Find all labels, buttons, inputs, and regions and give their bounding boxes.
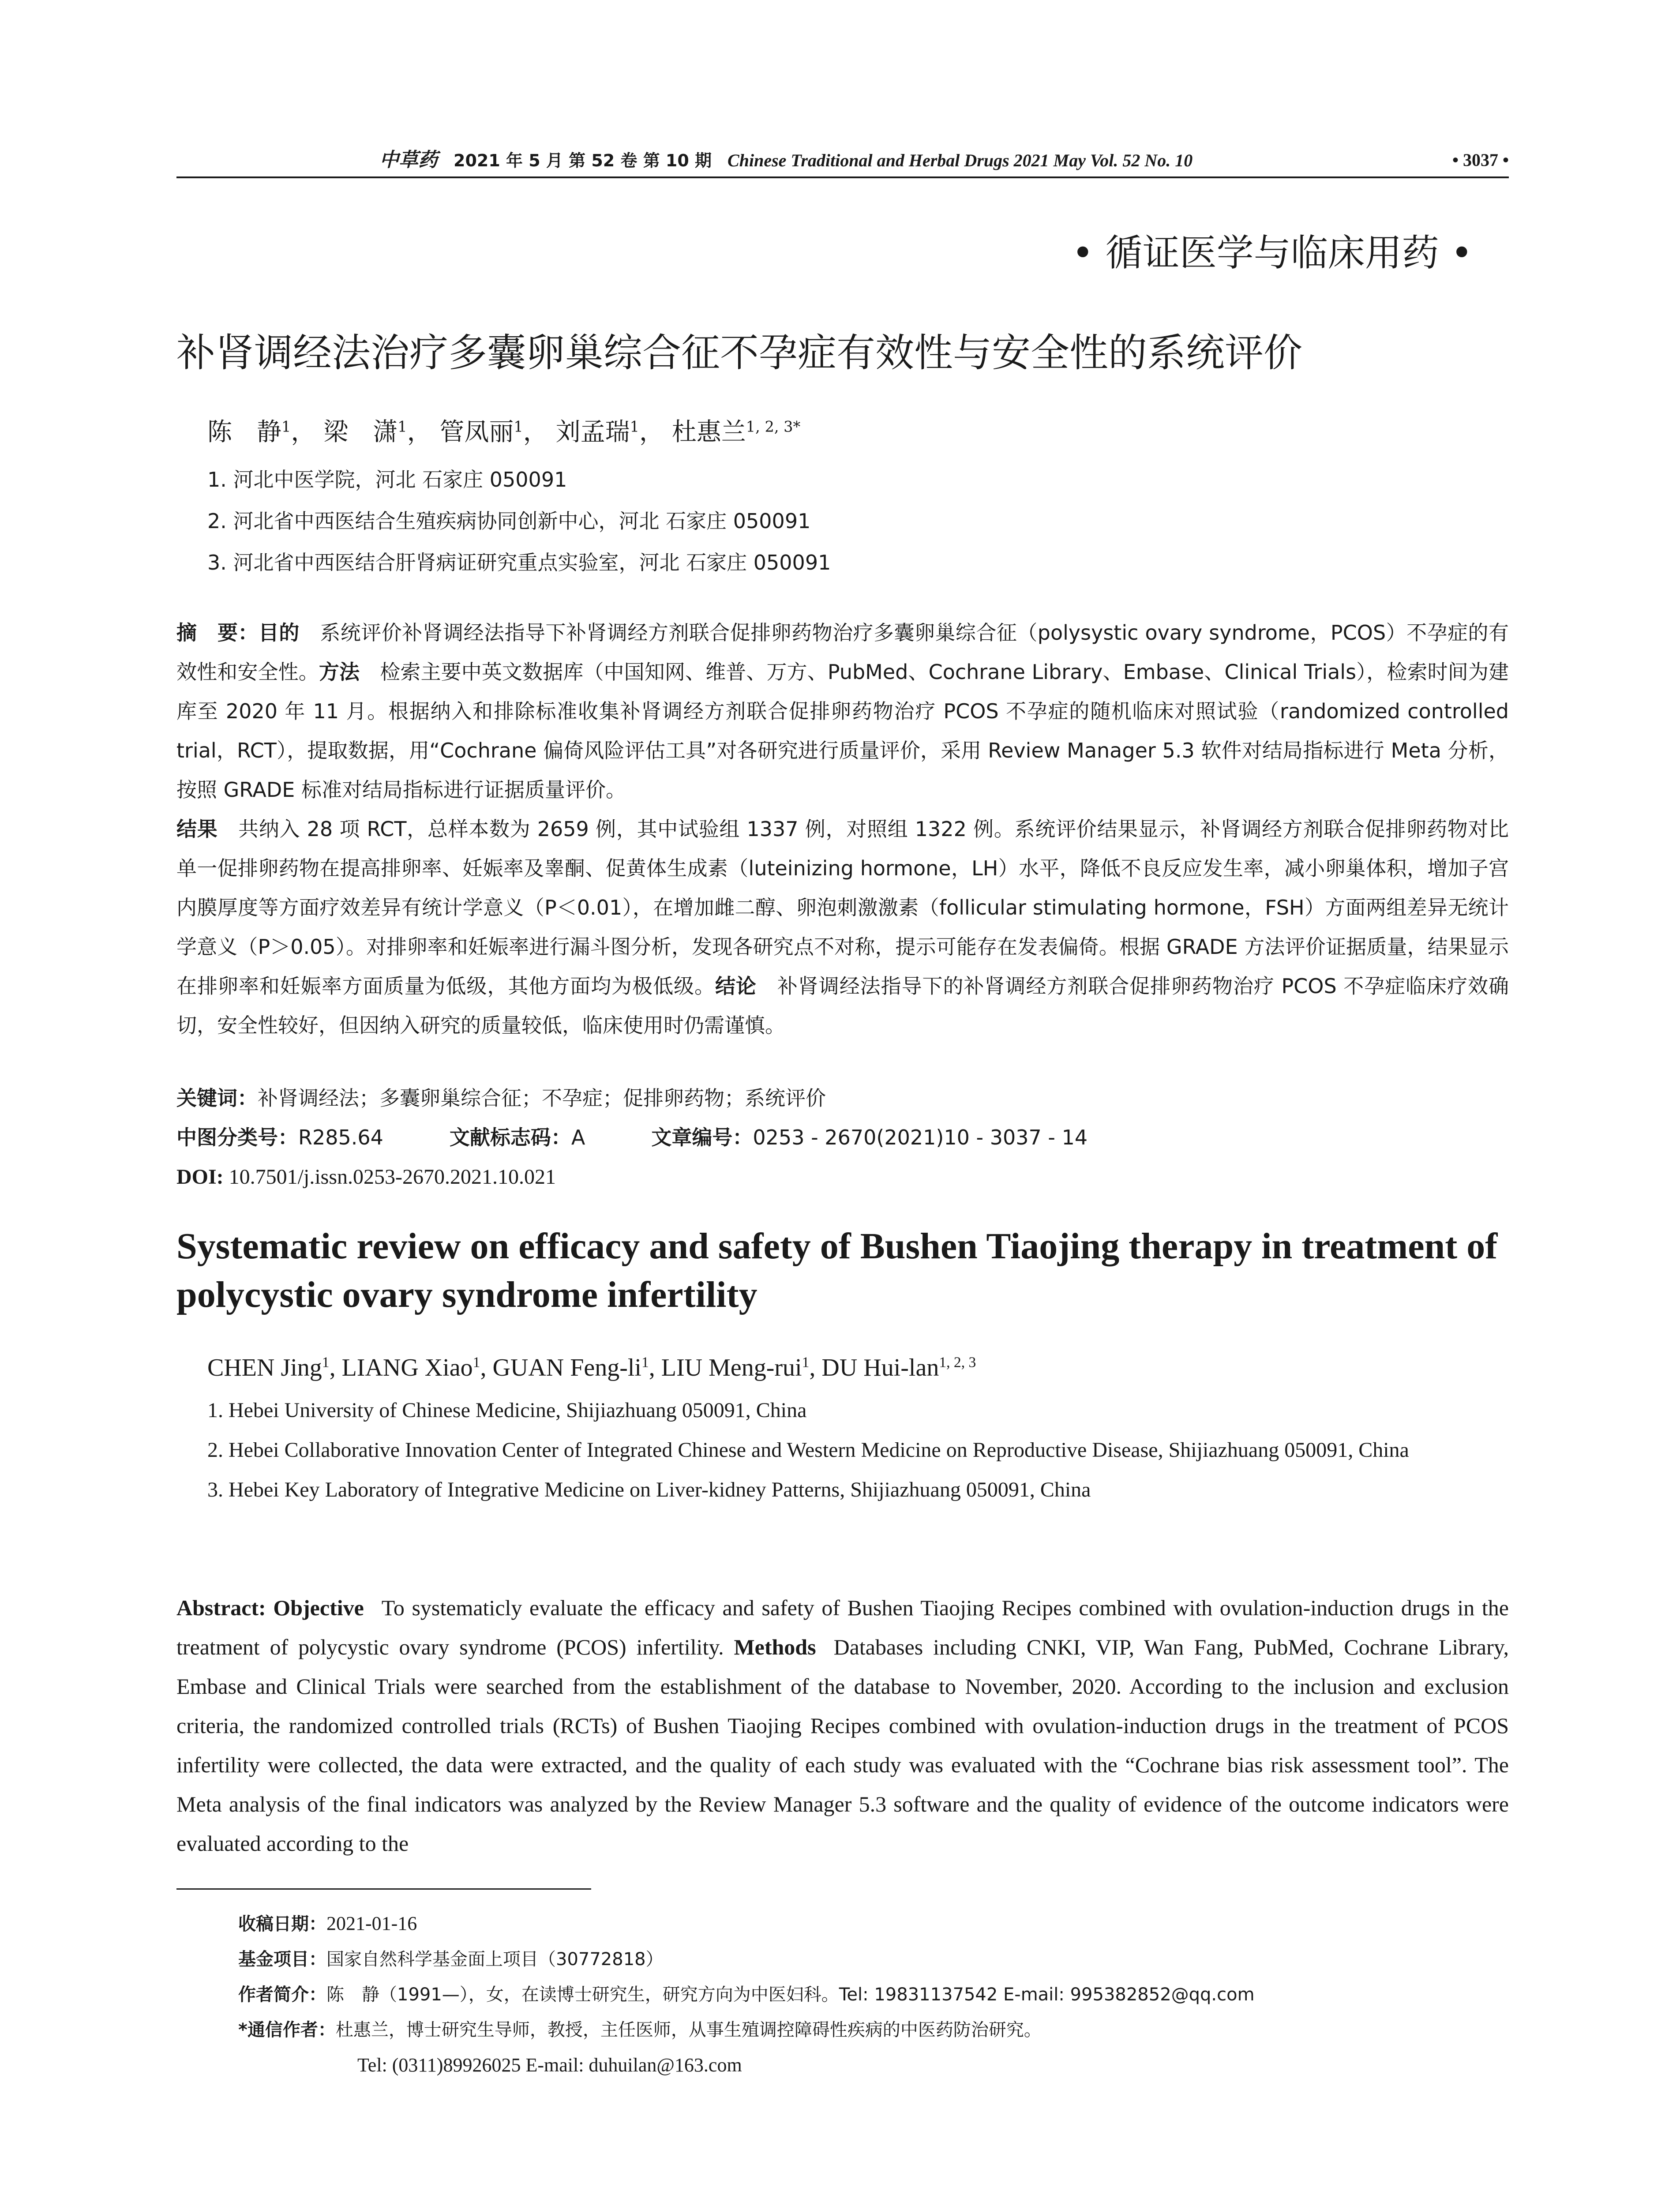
running-header-center <box>379 147 1192 174</box>
journal-name-cn: 中草药 <box>379 149 438 171</box>
objective-label-cn: 目的 <box>258 621 300 645</box>
article-number-value: 0253 - 2670(2021)10 - 3037 - 14 <box>753 1126 1088 1149</box>
footnote-rule <box>176 1888 591 1890</box>
author-name-cn: 陈 静 <box>207 418 281 446</box>
author-name-en: CHEN Jing <box>207 1354 322 1381</box>
author-bio <box>238 1977 1509 2012</box>
issue-info-cn: 2021 年 5 月 第 52 卷 第 10 期 <box>454 151 712 170</box>
author-bio-value: 陈 静（1991—），女，在读博士研究生，研究方向为中医妇科。Tel: 19831137542 E-mail: 995382852@qq.com <box>326 1985 1255 2005</box>
author-affiliation-marker: 1 <box>281 418 291 435</box>
journal-issue-en: Chinese Traditional and Herbal Drugs 2021 May Vol. 52 No. 10 <box>728 150 1193 170</box>
objective-label-en: Objective <box>273 1595 364 1620</box>
author-name-cn: 管凤丽 <box>439 418 514 446</box>
author-name-en: GUAN Feng-li <box>492 1354 641 1381</box>
author-affiliation-marker: 1 <box>630 418 639 435</box>
document-code-label: 文献标志码： <box>449 1126 571 1149</box>
author-name-cn: 杜惠兰 <box>671 418 746 446</box>
classification-line <box>176 1118 1509 1157</box>
author-affiliation-marker: 1 <box>472 1354 480 1371</box>
author-name-en: DU Hui-lan <box>821 1354 939 1381</box>
author-list-en: CHEN Jing$^1$, LIANG Xiao$^1$, GUAN Feng-$li^1$, LIU Meng-rui$^1$, DU Hui-lan$^{1, 2, 3}$ <box>207 1354 976 1381</box>
author-affiliation-marker: 1 <box>398 418 407 435</box>
objective-text-cn: 系统评价补肾调经法指导下补肾调经方剂联合促排卵药物治疗多囊卵巢综合征（polysystic ovary syndrome，PCOS）不孕症的有效性和安全性。 <box>176 621 1509 684</box>
article-metadata <box>176 1079 1509 1197</box>
corresponding-value: 杜惠兰，博士研究生导师，教授，主任医师，从事生殖调控障碍性疾病的中医药防治研究。 <box>335 2020 1042 2040</box>
section-banner: • 循证医学与临床用药 • <box>1072 231 1473 274</box>
methods-text-en: Databases including CNKI, VIP, Wan Fang, PubMed, Cochrane Library, Embase and Clinical Trials were searched from the establishment of the database to November, 2020. According to the inclusion and exclusion criteria, the randomized controlled trials (RCTs) of Bushen Tiaojing Recipes combined with ovulation-induction drugs in the treatment of PCOS infertility were collected, the data were extracted, and the quality of each study was evaluated with the “Cochrane bias risk assessment tool”. The Meta analysis of the final indicators was analyzed by the Review Manager 5.3 software and the quality of evidence of the outcome indicators were evaluated according to the <box>176 1635 1509 1856</box>
footnotes <box>238 1906 1509 2083</box>
conclusion-text-cn: 补肾调经法指导下的补肾调经方剂联合促排卵药物治疗 PCOS 不孕症临床疗效确切，安全性较好，但因纳入研究的质量较低，临床使用时仍需谨慎。 <box>176 974 1509 1037</box>
received-label: 收稿日期： <box>238 1914 326 1934</box>
abstract-cn <box>176 613 1509 1045</box>
author-name-cn: 梁 潇 <box>323 418 398 446</box>
abstract-label-en: Abstract: <box>176 1595 266 1620</box>
doi-line <box>176 1157 1509 1197</box>
clc-label: 中图分类号： <box>176 1126 298 1149</box>
keywords-label: 关键词： <box>176 1086 258 1110</box>
author-affiliation-marker: 1, 2, 3* <box>746 418 801 435</box>
article-title-cn: 补肾调经法治疗多囊卵巢综合征不孕症有效性与安全性的系统评价 <box>176 330 1303 375</box>
clc-value: R285.64 <box>298 1126 383 1149</box>
received-value: 2021-01-16 <box>326 1913 417 1934</box>
abstract-en <box>176 1588 1509 1863</box>
author-name-en: LIANG Xiao <box>341 1354 473 1381</box>
corresponding-author <box>238 2012 1509 2048</box>
methods-label-cn: 方法 <box>319 660 360 684</box>
affiliation-en: 3. Hebei Key Laboratory of Integrative Medicine on Liver-kidney Patterns, Shijiazhuang 050091, China <box>207 1478 1091 1501</box>
article-number-label: 文章编号： <box>651 1126 753 1149</box>
affiliation-cn: 3. 河北省中西医结合肝肾病证研究重点实验室，河北 石家庄 050091 <box>207 551 831 574</box>
affiliation-en: 1. Hebei University of Chinese Medicine, Shijiazhuang 050091, China <box>207 1399 807 1422</box>
author-name-en: LIU Meng-rui <box>661 1354 802 1381</box>
results-label-cn: 结果 <box>176 817 218 841</box>
author-list-cn: 陈 静$^1$， 梁 潇$^1$， 管凤丽$^1$， 刘孟瑞$^1$， 杜惠兰$^{1, 2, 3*}$ <box>207 418 801 446</box>
affiliation-list-en <box>207 1391 1509 1510</box>
affiliation-en: 2. Hebei Collaborative Innovation Center of Integrated Chinese and Western Medicine on Reproductive Disease, Shijiazhuang 050091, China <box>207 1438 1409 1462</box>
author-affiliation-marker: 1 <box>802 1354 810 1371</box>
keywords-value: 补肾调经法；多囊卵巢综合征；不孕症；促排卵药物；系统评价 <box>258 1086 826 1110</box>
author-affiliation-marker: 1, 2, 3 <box>939 1354 976 1371</box>
methods-text-cn: 检索主要中英文数据库（中国知网、维普、万方、PubMed、Cochrane Library、Embase、Clinical Trials），检索时间为建库至 2020 年 11 月。根据纳入和排除标准收集补肾调经方剂联合促排卵药物治疗 PCOS 不孕症的随机临床对照试验（randomized controlled trial，RCT），提取数据，用“Cochrane 偏倚风险评估工具”对各研究进行质量评价，采用 Review Manager 5.3 软件对结局指标进行 Meta 分析，按照 GRADE 标准对结局指标进行证据质量评价。 <box>176 660 1509 802</box>
author-name-cn: 刘孟瑞 <box>555 418 630 446</box>
abstract-label-cn: 摘 要： <box>176 621 259 645</box>
corresponding-label: *通信作者： <box>238 2020 336 2040</box>
author-bio-label: 作者简介： <box>238 1985 326 2005</box>
author-affiliation-marker: 1 <box>322 1354 330 1371</box>
methods-label-en: Methods <box>734 1635 816 1659</box>
affiliation-list-cn <box>207 459 1509 583</box>
conclusion-label-cn: 结论 <box>715 974 757 998</box>
results-text-cn: 共纳入 28 项 RCT，总样本数为 2659 例，其中试验组 1337 例，对照组 1322 例。系统评价结果显示，补肾调经方剂联合促排卵药物对比单一促排卵药物在提高排卵率、妊娠率及睾酮、促黄体生成素（luteinizing hormone，LH）水平，降低不良反应发生率，减小卵巢体积，增加子宫内膜厚度等方面疗效差异有统计学意义（P＜0.01），在增加雌二醇、卵泡刺激激素（follicular stimulating hormone，FSH）方面两组差异无统计学意义（P＞0.05）。对排卵率和妊娠率进行漏斗图分析，发现各研究点不对称，提示可能存在发表偏倚。根据 GRADE 方法评价证据质量，结果显示在排卵率和妊娠率方面质量为低级，其他方面均为极低级。 <box>176 817 1509 998</box>
doi-label: DOI: <box>176 1165 224 1189</box>
objective-text-en: To systematicly evaluate the efficacy and safety of Bushen Tiaojing Recipes combined with ovulation-induction drugs in the treatment of polycystic ovary syndrome (PCOS) infertility. <box>176 1595 1509 1659</box>
author-affiliation-marker: 1 <box>641 1354 649 1371</box>
fund-value: 国家自然科学基金面上项目（30772818） <box>326 1949 664 1970</box>
affiliation-cn: 1. 河北中医学院，河北 石家庄 050091 <box>207 468 567 491</box>
corresponding-contact: Tel: (0311)89926025 E-mail: duhuilan@163.com <box>357 2054 742 2076</box>
doi-value[interactable]: 10.7501/j.issn.0253-2670.2021.10.021 <box>229 1165 556 1189</box>
author-affiliation-marker: 1 <box>514 418 523 435</box>
article-title-en: Systematic review on efficacy and safety of Bushen Tiaojing therapy in treatment of polycystic ovary syndrome infertility <box>176 1226 1498 1315</box>
fund-label: 基金项目： <box>238 1949 326 1970</box>
page-number: • 3037 • <box>1452 150 1509 170</box>
affiliation-cn: 2. 河北省中西医结合生殖疾病协同创新中心，河北 石家庄 050091 <box>207 509 811 533</box>
running-header <box>176 147 1509 173</box>
header-rule <box>176 176 1509 178</box>
keywords-cn <box>176 1079 1509 1118</box>
document-code-value: A <box>571 1126 585 1149</box>
fund-project <box>238 1942 1509 1977</box>
received-date <box>238 1906 1509 1942</box>
